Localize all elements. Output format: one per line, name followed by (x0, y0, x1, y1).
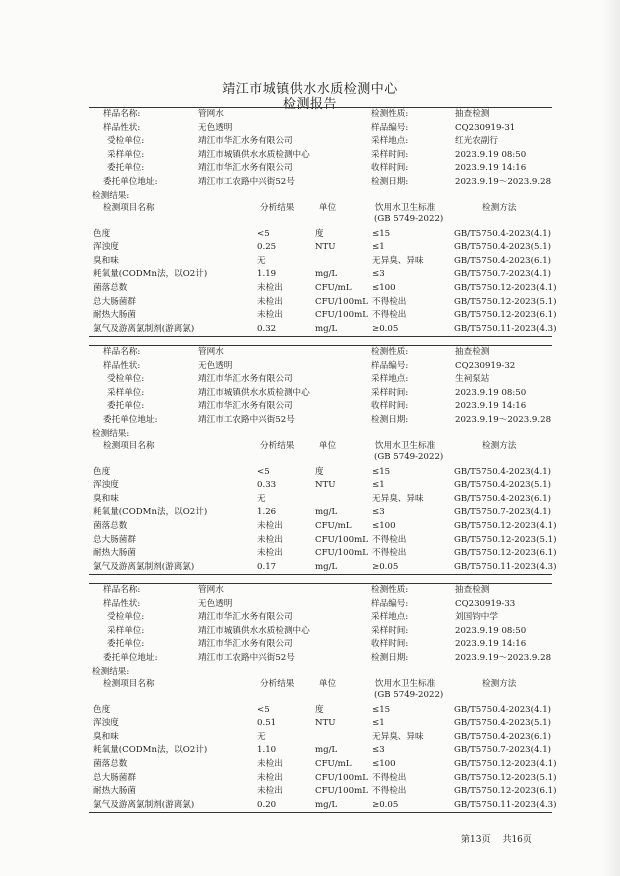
cell-standard: ≤100 (372, 759, 396, 769)
column-header-standard: 饮用水卫生标准 (375, 440, 436, 451)
cell-result: 0.33 (257, 480, 277, 491)
field-value-sample-name: 管网水 (198, 109, 224, 119)
cell-standard: 不得检出 (372, 296, 407, 307)
field-label-sampling-time: 采样时间: (371, 149, 409, 160)
column-header-unit: 单位 (319, 202, 337, 213)
cell-result: 未检出 (257, 296, 283, 307)
field-label-inspection-date: 检测日期: (371, 177, 409, 187)
field-value-received-time: 2023.9.19 14:16 (455, 163, 527, 174)
field-value-client-address: 靖江市工农路中兴街52号 (198, 415, 295, 425)
cell-unit: mg/L (315, 799, 338, 810)
table-row (89, 270, 552, 282)
cell-item: 氯气及游离氯制剂(游离氯) (93, 799, 195, 810)
cell-item: 总大肠菌群 (93, 772, 136, 783)
page-footer (461, 832, 544, 845)
cell-result: <5 (257, 466, 270, 477)
cell-result: 0.32 (257, 323, 277, 334)
cell-unit: NTU (315, 480, 336, 491)
cell-standard: 不得检出 (372, 310, 407, 321)
cell-method: GB/T5750.12-2023(6.1) (454, 548, 557, 559)
cell-item: 氯气及游离氯制剂(游离氯) (93, 561, 195, 572)
column-header-unit: 单位 (319, 678, 337, 689)
field-label-sample-property: 样品性状: (103, 122, 141, 133)
field-value-sample-property: 无色透明 (198, 122, 233, 133)
cell-standard: 不得检出 (372, 786, 407, 797)
cell-result: 未检出 (257, 772, 283, 783)
field-value-client-address: 靖江市工农路中兴街52号 (198, 177, 295, 187)
section-top-rule (89, 583, 552, 584)
table-row (89, 257, 552, 269)
cell-standard: ≤3 (372, 745, 385, 756)
column-header-method: 检测方法 (482, 440, 517, 451)
cell-item: 氯气及游离氯制剂(游离氯) (93, 323, 195, 334)
cell-result: 1.19 (257, 269, 277, 280)
cell-item: 浑浊度 (93, 718, 119, 729)
field-value-inspection-nature: 抽查检测 (455, 347, 490, 357)
column-header-item: 检测项目名称 (103, 440, 155, 451)
cell-method: GB/T5750.4-2023(5.1) (454, 718, 552, 729)
table-row (89, 799, 557, 813)
cell-method: GB/T5750.4-2023(5.1) (454, 480, 552, 491)
cell-item: 色度 (93, 466, 111, 477)
cell-unit: CFU/100mL (315, 310, 368, 321)
cell-unit: NTU (315, 718, 336, 729)
cell-result: 无 (257, 255, 266, 266)
field-label-client-address: 委托单位地址: (103, 415, 158, 425)
cell-result: 无 (257, 493, 266, 504)
field-value-sampling-location: 刘国钧中学 (455, 612, 498, 623)
cell-item: 耗氧量(CODMn法，以O2计) (93, 745, 208, 756)
cell-result: 0.51 (257, 718, 277, 729)
field-label-sampling-unit: 采样单位: (107, 387, 145, 398)
section-top-rule (89, 345, 552, 346)
cell-unit: mg/L (315, 323, 338, 334)
cell-unit: CFU/100mL (315, 534, 368, 545)
table-row (89, 772, 557, 786)
cell-item: 菌落总数 (93, 283, 128, 293)
cell-unit: CFU/mL (315, 759, 352, 769)
table-row (89, 243, 552, 255)
cell-result: <5 (257, 228, 270, 239)
field-value-sampling-time: 2023.9.19 08:50 (455, 625, 527, 636)
field-label-inspection-date: 检测日期: (371, 653, 409, 663)
column-header-item: 检测项目名称 (103, 202, 155, 213)
field-value-inspection-date: 2023.9.19～2023.9.28 (455, 653, 552, 663)
page-total: 共16页 (502, 835, 532, 845)
cell-result: 无 (257, 731, 266, 742)
cell-result: 0.25 (257, 242, 277, 253)
cell-method: GB/T5750.12-2023(4.1) (454, 759, 557, 769)
field-label-sample-property: 样品性状: (103, 360, 141, 371)
cell-unit: CFU/100mL (315, 296, 368, 307)
field-value-inspection-date: 2023.9.19～2023.9.28 (455, 415, 552, 425)
column-header-result: 分析结果 (260, 678, 295, 689)
field-value-inspection-nature: 抽查检测 (455, 109, 490, 119)
section-bottom-rule (89, 574, 552, 575)
field-value-sampling-time: 2023.9.19 08:50 (455, 387, 527, 398)
table-row (89, 310, 557, 323)
field-value-received-time: 2023.9.19 14:16 (455, 639, 527, 650)
table-row (89, 283, 557, 296)
field-label-sample-property: 样品性状: (103, 598, 141, 609)
cell-unit: mg/L (315, 745, 338, 756)
cell-item: 耐热大肠菌 (93, 786, 136, 797)
cell-standard: ≤3 (372, 507, 385, 518)
column-header-standard-code: (GB 5749-2022) (374, 451, 444, 462)
cell-unit: 度 (315, 228, 324, 239)
cell-method: GB/T5750.4-2023(4.1) (454, 228, 552, 239)
field-label-sampling-time: 采样时间: (371, 387, 409, 398)
table-row (89, 746, 552, 758)
table-row (89, 548, 557, 561)
field-label-received-time: 收样时间: (371, 163, 409, 174)
cell-result: 0.17 (257, 561, 277, 572)
cell-result: 未检出 (257, 310, 283, 321)
cell-unit: mg/L (315, 269, 338, 280)
column-header-result: 分析结果 (260, 440, 295, 451)
field-label-sampling-location: 采样地点: (371, 136, 409, 147)
results-label: 检测结果: (92, 190, 130, 201)
cell-method: GB/T5750.4-2023(4.1) (454, 704, 552, 715)
cell-method: GB/T5750.4-2023(4.1) (454, 466, 552, 477)
cell-method: GB/T5750.12-2023(5.1) (454, 534, 557, 545)
table-row (89, 481, 552, 493)
cell-standard: ≤15 (372, 228, 391, 239)
cell-standard: ≤3 (372, 269, 385, 280)
cell-unit: CFU/mL (315, 283, 352, 293)
table-row (89, 323, 557, 337)
cell-method: GB/T5750.11-2023(4.3) (454, 799, 557, 810)
cell-method: GB/T5750.12-2023(4.1) (454, 521, 557, 531)
field-label-received-time: 收样时间: (371, 401, 409, 412)
section-bottom-rule (89, 812, 552, 813)
table-row (89, 786, 557, 799)
field-label-sample-name: 样品名称: (103, 109, 141, 119)
cell-unit: CFU/mL (315, 521, 352, 531)
page-number: 第13页 (461, 835, 491, 845)
cell-unit: mg/L (315, 561, 338, 572)
cell-standard: ≤100 (372, 521, 396, 531)
cell-method: GB/T5750.12-2023(4.1) (454, 283, 557, 293)
table-row (89, 561, 557, 575)
field-label-client-address: 委托单位地址: (103, 177, 158, 187)
cell-item: 耗氧量(CODMn法，以O2计) (93, 269, 208, 280)
table-row (89, 495, 552, 507)
field-label-inspection-nature: 检测性质: (371, 585, 409, 595)
field-value-sampling-location: 红光农副行 (455, 136, 498, 147)
field-value-sampling-time: 2023.9.19 08:50 (455, 149, 527, 160)
cell-standard: ≥0.05 (372, 323, 399, 334)
field-label-inspected-unit: 受检单位: (107, 136, 145, 147)
field-value-sample-number: CQ230919-33 (455, 598, 516, 609)
cell-unit: NTU (315, 242, 336, 253)
field-label-inspection-nature: 检测性质: (371, 109, 409, 119)
cell-unit: 度 (315, 704, 324, 715)
table-row (89, 759, 557, 772)
field-value-sampling-unit: 靖江市城镇供水水质检测中心 (198, 625, 310, 636)
field-label-client-unit: 委托单位: (107, 401, 145, 412)
cell-item: 色度 (93, 228, 111, 239)
field-label-inspection-date: 检测日期: (371, 415, 409, 425)
cell-result: 未检出 (257, 548, 283, 559)
cell-item: 臭和味 (93, 255, 119, 266)
field-value-sampling-unit: 靖江市城镇供水水质检测中心 (198, 149, 310, 160)
table-row (89, 468, 552, 480)
field-value-sample-name: 管网水 (198, 585, 224, 595)
column-header-unit: 单位 (319, 440, 337, 451)
column-header-result: 分析结果 (260, 202, 295, 213)
cell-unit: CFU/100mL (315, 548, 368, 559)
field-value-client-unit: 靖江市华汇水务有限公司 (198, 163, 293, 174)
table-row (89, 230, 552, 242)
section-top-rule (89, 107, 552, 108)
field-value-sample-number: CQ230919-32 (455, 360, 516, 371)
cell-item: 耐热大肠菌 (93, 310, 136, 321)
table-row (89, 719, 552, 731)
field-label-sampling-unit: 采样单位: (107, 625, 145, 636)
column-header-item: 检测项目名称 (103, 678, 155, 689)
cell-method: GB/T5750.12-2023(5.1) (454, 772, 557, 783)
column-header-method: 检测方法 (482, 678, 517, 689)
field-value-client-address: 靖江市工农路中兴街52号 (198, 653, 295, 663)
cell-item: 菌落总数 (93, 759, 128, 769)
cell-standard: ≥0.05 (372, 561, 399, 572)
page-edge-shadow (602, 0, 620, 876)
field-label-sample-name: 样品名称: (103, 347, 141, 357)
cell-method: GB/T5750.12-2023(6.1) (454, 310, 557, 321)
field-value-sample-property: 无色透明 (198, 360, 233, 371)
field-label-sampling-location: 采样地点: (371, 612, 409, 623)
cell-unit: mg/L (315, 507, 338, 518)
cell-item: 耐热大肠菌 (93, 548, 136, 559)
cell-method: GB/T5750.4-2023(6.1) (454, 731, 552, 742)
cell-method: GB/T5750.4-2023(6.1) (454, 255, 552, 266)
field-value-sample-property: 无色透明 (198, 598, 233, 609)
table-row (89, 521, 557, 534)
table-row (89, 733, 552, 745)
cell-result: 未检出 (257, 283, 283, 293)
field-label-client-address: 委托单位地址: (103, 653, 158, 663)
cell-result: 未检出 (257, 521, 283, 531)
cell-result: 1.10 (257, 745, 277, 756)
cell-item: 浑浊度 (93, 242, 119, 253)
results-label: 检测结果: (92, 666, 130, 677)
column-header-standard-code: (GB 5749-2022) (374, 689, 444, 700)
section-bottom-rule (89, 336, 552, 337)
cell-method: GB/T5750.4-2023(6.1) (454, 493, 552, 504)
field-value-sampling-unit: 靖江市城镇供水水质检测中心 (198, 387, 310, 398)
field-label-sample-number: 样品编号: (371, 598, 409, 609)
report-title: 检测报告 (282, 97, 337, 112)
field-value-inspected-unit: 靖江市华汇水务有限公司 (198, 612, 293, 623)
cell-item: 菌落总数 (93, 521, 128, 531)
cell-unit: CFU/100mL (315, 786, 368, 797)
results-label: 检测结果: (92, 428, 130, 439)
field-label-sampling-location: 采样地点: (371, 374, 409, 385)
cell-method: GB/T5750.7-2023(4.1) (454, 269, 552, 280)
field-value-inspection-nature: 抽查检测 (455, 585, 490, 595)
cell-standard: 无异臭、异味 (372, 731, 424, 742)
cell-result: 未检出 (257, 534, 283, 545)
field-label-client-unit: 委托单位: (107, 639, 145, 650)
cell-result: 未检出 (257, 759, 283, 769)
cell-standard: ≤100 (372, 283, 396, 293)
field-label-inspected-unit: 受检单位: (107, 612, 145, 623)
cell-method: GB/T5750.4-2023(5.1) (454, 242, 552, 253)
cell-standard: 无异臭、异味 (372, 255, 424, 266)
cell-item: 耗氧量(CODMn法，以O2计) (93, 507, 208, 518)
column-header-standard: 饮用水卫生标准 (375, 202, 436, 213)
field-label-sampling-unit: 采样单位: (107, 149, 145, 160)
cell-item: 臭和味 (93, 731, 119, 742)
table-row (89, 296, 557, 310)
cell-standard: ≥0.05 (372, 799, 399, 810)
field-value-inspected-unit: 靖江市华汇水务有限公司 (198, 136, 293, 147)
table-row (89, 534, 557, 548)
cell-method: GB/T5750.12-2023(6.1) (454, 786, 557, 797)
table-row (89, 706, 552, 718)
cell-unit: 度 (315, 466, 324, 477)
cell-standard: 不得检出 (372, 772, 407, 783)
field-label-inspected-unit: 受检单位: (107, 374, 145, 385)
field-value-received-time: 2023.9.19 14:16 (455, 401, 527, 412)
lab-title: 靖江市城镇供水水质检测中心 (222, 82, 398, 97)
cell-standard: ≤15 (372, 704, 391, 715)
cell-standard: ≤1 (372, 718, 385, 729)
field-value-sample-number: CQ230919-31 (455, 122, 516, 133)
field-label-received-time: 收样时间: (371, 639, 409, 650)
table-row (89, 508, 552, 520)
field-value-sample-name: 管网水 (198, 347, 224, 357)
field-value-client-unit: 靖江市华汇水务有限公司 (198, 639, 293, 650)
field-label-client-unit: 委托单位: (107, 163, 145, 174)
field-value-inspection-date: 2023.9.19～2023.9.28 (455, 177, 552, 187)
cell-standard: ≤15 (372, 466, 391, 477)
cell-standard: ≤1 (372, 480, 385, 491)
cell-item: 色度 (93, 704, 111, 715)
field-value-sampling-location: 生祠泵站 (455, 374, 490, 385)
cell-method: GB/T5750.7-2023(4.1) (454, 507, 552, 518)
field-label-sample-name: 样品名称: (103, 585, 141, 595)
cell-result: <5 (257, 704, 270, 715)
cell-result: 未检出 (257, 786, 283, 797)
field-label-sample-number: 样品编号: (371, 122, 409, 133)
cell-method: GB/T5750.12-2023(5.1) (454, 296, 557, 307)
cell-item: 总大肠菌群 (93, 296, 136, 307)
cell-item: 总大肠菌群 (93, 534, 136, 545)
column-header-standard-code: (GB 5749-2022) (374, 213, 444, 224)
cell-item: 臭和味 (93, 493, 119, 504)
cell-result: 0.20 (257, 799, 277, 810)
cell-method: GB/T5750.7-2023(4.1) (454, 745, 552, 756)
field-label-sampling-time: 采样时间: (371, 625, 409, 636)
cell-standard: 不得检出 (372, 548, 407, 559)
cell-result: 1.26 (257, 507, 277, 518)
field-label-sample-number: 样品编号: (371, 360, 409, 371)
field-value-inspected-unit: 靖江市华汇水务有限公司 (198, 374, 293, 385)
cell-item: 浑浊度 (93, 480, 119, 491)
cell-standard: ≤1 (372, 242, 385, 253)
column-header-method: 检测方法 (482, 202, 517, 213)
cell-unit: CFU/100mL (315, 772, 368, 783)
cell-method: GB/T5750.11-2023(4.3) (454, 561, 557, 572)
field-label-inspection-nature: 检测性质: (371, 347, 409, 357)
cell-standard: 不得检出 (372, 534, 407, 545)
column-header-standard: 饮用水卫生标准 (375, 678, 436, 689)
cell-standard: 无异臭、异味 (372, 493, 424, 504)
cell-method: GB/T5750.11-2023(4.3) (454, 323, 557, 334)
field-value-client-unit: 靖江市华汇水务有限公司 (198, 401, 293, 412)
